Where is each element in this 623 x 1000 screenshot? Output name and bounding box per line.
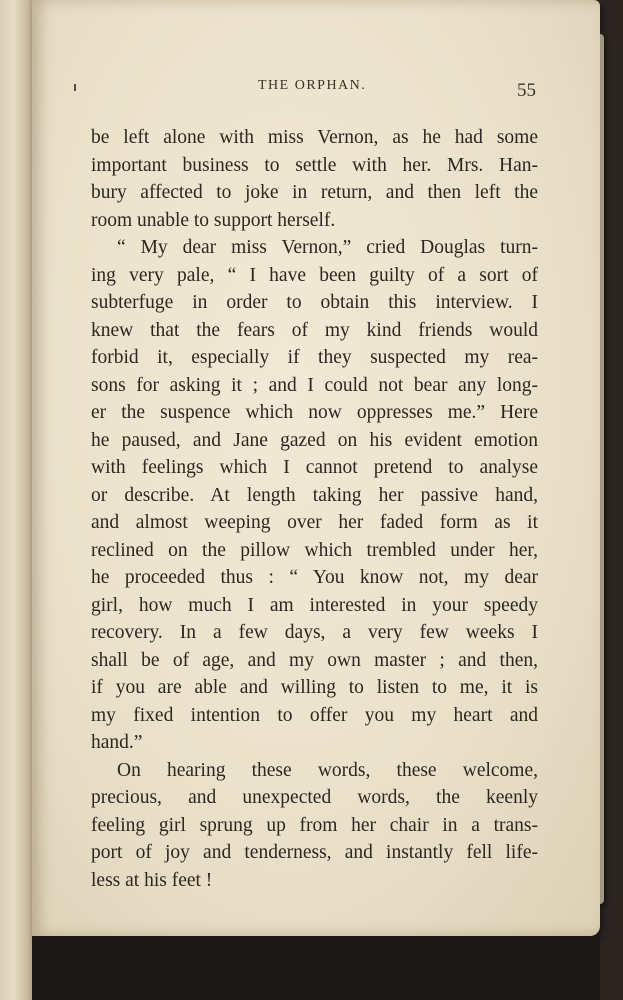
- margin-mark: [74, 84, 76, 91]
- text-line: less at his feet !: [91, 869, 213, 891]
- text-line: he paused, and Jane gazed on his evident emotion: [91, 429, 538, 451]
- text-line: he proceeded thus : “ You know not, my dear: [91, 567, 538, 588]
- text-line: with feelings which I cannot pretend to analyse: [91, 457, 538, 478]
- text-line: feeling girl sprung up from her chair in a trans-: [91, 814, 538, 836]
- text-line: sons for asking it ; and I could not bear any long-: [91, 374, 538, 396]
- text-line: subterfuge in order to obtain this interview. I: [91, 292, 538, 313]
- left-page-edge: [0, 0, 35, 1000]
- text-line: er the suspence which now oppresses me.” Here: [91, 402, 538, 423]
- running-head: THE ORPHAN.: [258, 78, 367, 93]
- text-line: port of joy and tenderness, and instantly fell life-: [91, 842, 538, 863]
- text-line: important business to settle with her. Mrs. Han-: [91, 154, 538, 176]
- text-line: and almost weeping over her faded form as it: [91, 512, 538, 533]
- page-number: 55: [517, 80, 536, 101]
- body-text: [91, 124, 538, 894]
- text-line: be left alone with miss Vernon, as he had some: [91, 127, 538, 148]
- text-line: forbid it, especially if they suspected my rea-: [91, 347, 538, 368]
- text-line: ing very pale, “ I have been guilty of a sort of: [91, 264, 538, 286]
- text-line: bury affected to joke in return, and then left the: [91, 182, 538, 203]
- text-line: precious, and unexpected words, the keenly: [91, 787, 538, 808]
- text-line: reclined on the pillow which trembled under her,: [91, 539, 538, 561]
- text-line: or describe. At length taking her passive hand,: [91, 484, 538, 506]
- background-shadow: [32, 936, 600, 1000]
- text-line: room unable to support herself.: [91, 209, 336, 231]
- text-line: knew that the fears of my kind friends would: [91, 319, 538, 341]
- text-line: “ My dear miss Vernon,” cried Douglas turn-: [117, 237, 538, 258]
- text-line: my fixed intention to offer you my heart and: [91, 704, 538, 726]
- text-line: recovery. In a few days, a very few weeks I: [91, 622, 538, 643]
- text-line: girl, how much I am interested in your speedy: [91, 594, 538, 616]
- text-line: if you are able and willing to listen to me, it is: [91, 677, 538, 698]
- text-line: On hearing these words, these welcome,: [117, 759, 538, 781]
- text-line: shall be of age, and my own master ; and then,: [91, 649, 538, 671]
- text-line: hand.”: [91, 732, 143, 753]
